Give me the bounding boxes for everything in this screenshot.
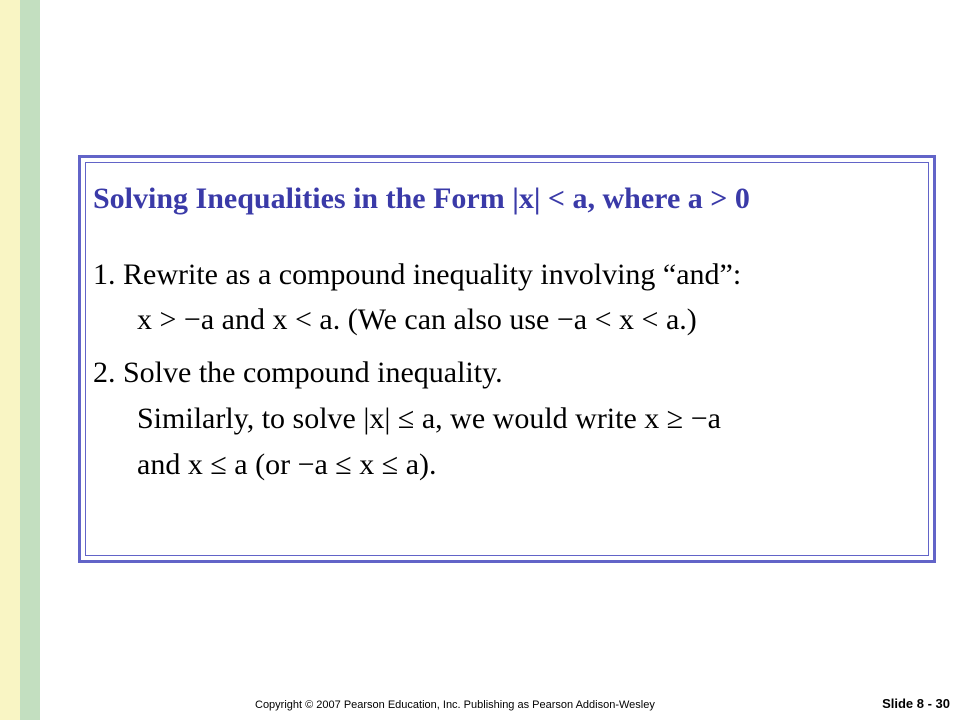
copyright-footer: Copyright © 2007 Pearson Education, Inc. Publishing as Pearson Addison-Wesley — [255, 699, 655, 711]
slide-title: Solving Inequalities in the Form |x| < a, where a > 0 — [93, 182, 750, 215]
left-accent-stripe-yellow — [0, 0, 20, 720]
step-1-detail: x > −a and x < a. (We can also use −a < x < a.) — [137, 303, 697, 336]
slide-number: Slide 8 - 30 — [882, 696, 950, 711]
content-box — [78, 155, 936, 563]
note-line-1: Similarly, to solve |x| ≤ a, we would write x ≥ −a — [137, 402, 721, 435]
left-accent-stripe-green — [20, 0, 40, 720]
note-line-2: and x ≤ a (or −a ≤ x ≤ a). — [137, 448, 437, 481]
step-2-text: 2. Solve the compound inequality. — [93, 356, 503, 389]
step-1-text: 1. Rewrite as a compound inequality involving “and”: — [93, 258, 742, 291]
